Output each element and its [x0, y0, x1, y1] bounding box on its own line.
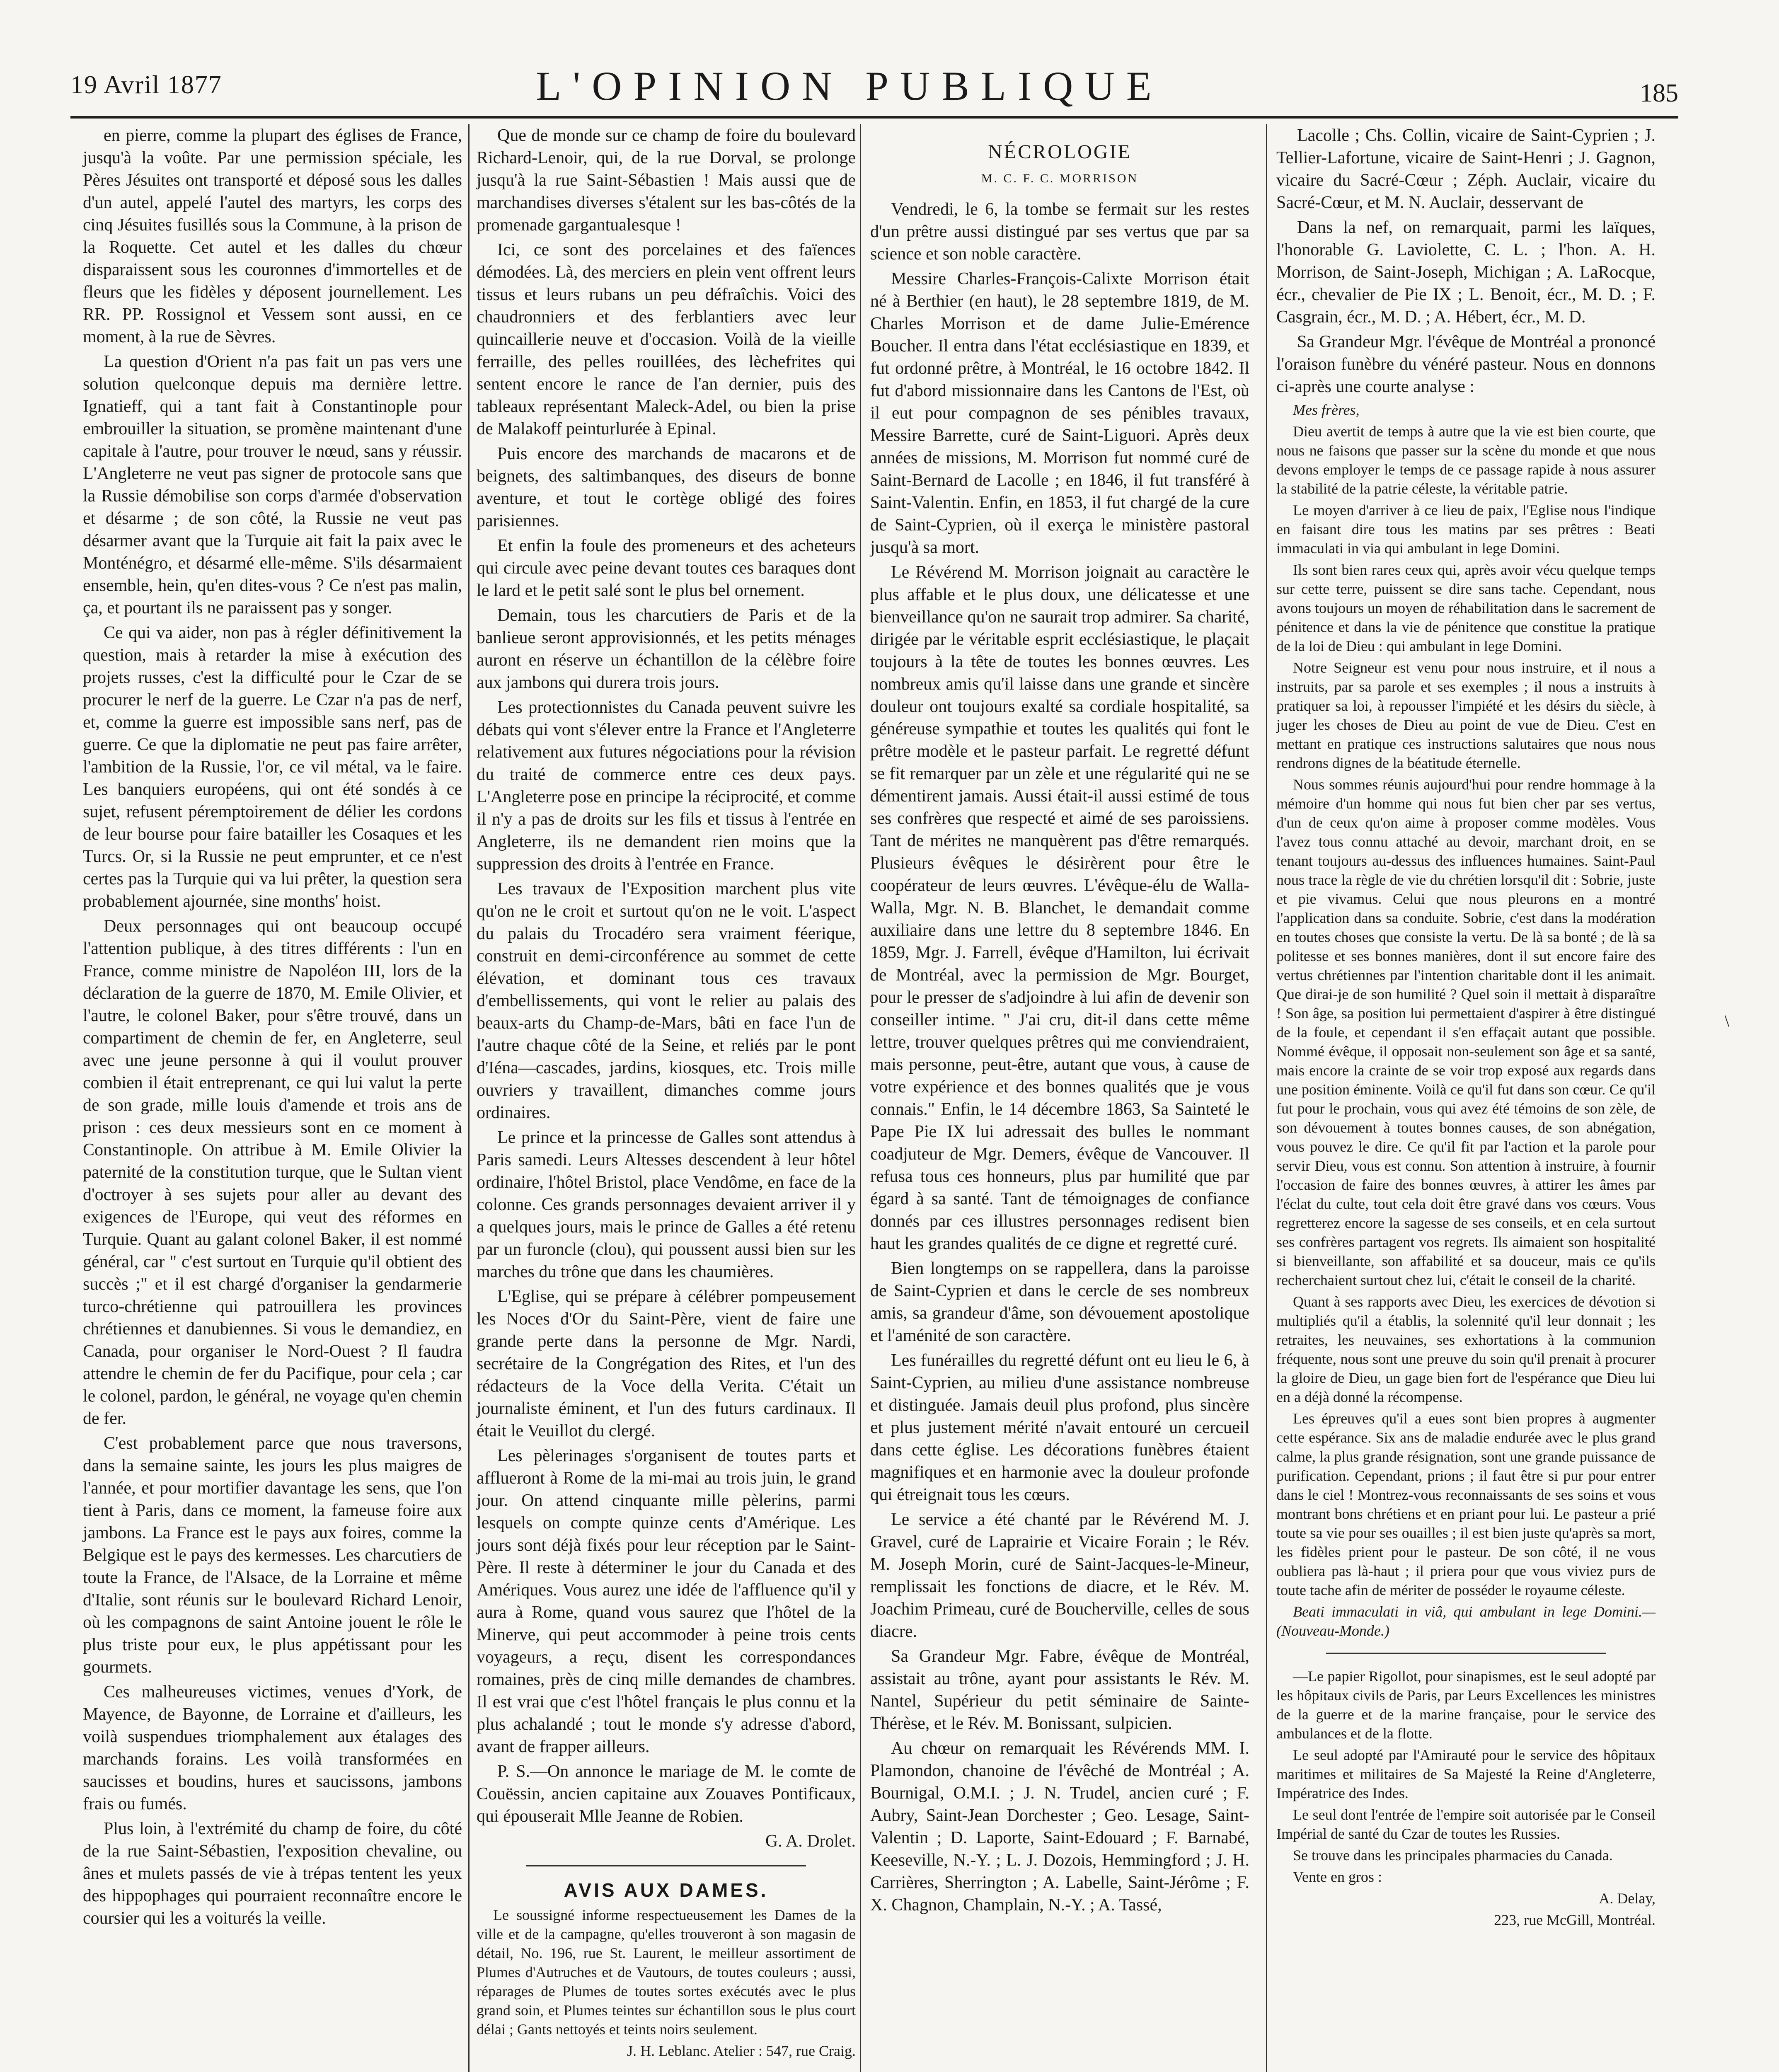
paragraph: Le moyen d'arriver à ce lieu de paix, l'Eglise nous l'indique en faisant dire tous les matins par ses prêtres : Beati immaculati in via qui ambulant in lege Domini. — [1276, 502, 1656, 557]
paragraph: Demain, tous les charcutiers de Paris et de la banlieue seront approvisionnés, et les petits ménages auront en réserve un échantillon de la célèbre foire aux jambons qui durera trois jours. — [477, 606, 856, 692]
paragraph: Puis encore des marchands de macarons et de beignets, des saltimbanques, des diseurs de bonne aventure, et tout le cortège obligé des foires parisiennes. — [477, 444, 856, 530]
paragraph: Deux personnages qui ont beaucoup occupé l'attention publique, à des titres différents : l'un en France, comme ministre de Napoléon III, lors de la déclaration de la guerre de 1870, M. Emile Olivier, et l'autre, le colonel Baker, pour s'être trouvé, dans un compartiment de chemin de fer, en Angleterre, seul avec une jeune personne à qui il voulut prouver combien il était entreprenant, ce qui lui valut la perte de son grade, mille louis d'amende et trois ans de prison : ces deux messieurs sont en ce moment à Constantinople. On attribue à M. Emile Olivier la paternité de la constitution turque, que le Sultan vient d'octroyer à ses sujets pour aller au devant des exigences de l'Europe, qui veut des réformes en Turquie. Quant au galant colonel Baker, il est nommé général, car " c'est surtout en Turquie qu'il obtient des succès ;" et il est chargé d'organiser la gendarmerie turco-chrétienne qui patrouillera les provinces chrétiennes et danubiennes. Si vous le demandiez, en Canada, pour organiser le Nord-Ouest ? Il faudra attendre le chemin de fer du Pacifique, pour cela ; car le colonel, pardon, le général, ne voyage qu'en chemin de fer. — [83, 917, 462, 1428]
ad-paragraph: Le seul dont l'entrée de l'empire soit autorisée par le Conseil Impérial de santé du Czar de toutes les Russies. — [1276, 1806, 1656, 1842]
paragraph: Les épreuves qu'il a eues sont bien propres à augmenter cette espérance. Six ans de maladie endurée avec le plus grand calme, la plus grande résignation, sont une grande puissance de purification. Cependant, prions ; il faut être si pur pour entrer dans le ciel ! Montrez-vous reconnaissants de ses soins et vous montrant bons chrétiens et en priant pour lui. Le pasteur a prié toute sa vie pour ses ouailles ; il est bien juste qu'après sa mort, les fidèles prient pour le pasteur. De son côté, il ne vous oubliera pas là-haut ; il priera pour que vous viviez purs de toute tache afin de mériter de posséder le royaume céleste. — [1276, 1410, 1656, 1598]
paragraph: La question d'Orient n'a pas fait un pas vers une solution quelconque depuis ma dernière lettre. Ignatieff, qui a tant fait à Constantinople pour embrouiller la situation, se promène maintenant d'une capitale à l'autre, pour trouver le nœud, sans y réussir. L'Angleterre ne veut pas signer de protocole sans que la Russie démobilise son corps d'armée d'observation et désarme ; de son côté, la Russie ne veut pas désarmer avant que la Turquie ait fait la paix avec le Monténégro, et désarmé elle-même. S'ils désarmaient ensemble, hein, qu'en dites-vous ? Ce n'est pas malin, ça, et pourtant ils ne paraissent pas y songer. — [83, 352, 462, 617]
salutation: Mes frères, — [1293, 402, 1360, 418]
paragraph: Quant à ses rapports avec Dieu, les exercices de dévotion si multipliés qu'il a établis, la solennité qu'il leur donnait ; les retraites, les neuvaines, ses exhortations à la communion fréquente, nous sont une preuve du soin qu'il prenait à procurer la gloire de Dieu, un gage bien fort de l'espérance que Dieu lui en a déjà donné la récompense. — [1276, 1293, 1656, 1405]
paragraph: Le Révérend M. Morrison joignait au caractère le plus affable et le plus doux, une délicatesse et une bienveillance qu'on ne saurait trop admirer. Sa charité, dirigée par le véritable esprit ecclésiastique, le plaçait toujours à la tête de toutes les bonnes œuvres. Les nombreux amis qu'il laisse dans une grande et sincère douleur ont toujours exalté sa cordiale hospitalité, sa généreuse sympathie et toutes les qualités qui font le prêtre modèle et le pasteur parfait. Le regretté défunt se fit remarquer par un zèle et une régularité qui ne se démentirent jamais. Aussi était-il aussi estimé de tous ses confrères que respecté et aimé de ses paroissiens. Tant de mérites ne manquèrent pas d'être remarqués. Plusieurs évêques le désirèrent pour être le coopérateur de leurs œuvres. L'évêque-élu de Walla-Walla, Mgr. N. B. Blanchet, le demandait comme auxiliaire dans une lettre du 8 septembre 1846. En 1859, Mgr. J. Farrell, évêque d'Hamilton, lui écrivait de Montréal, avec la permission de Mgr. Bourget, pour le presser de s'adjoindre à lui afin de devenir son conseiller intime. " J'ai cru, dit-il dans cette même lettre, trouver quelques prêtres qui me conviendraient, mais personne, peut-être, autant que vous, à cause de votre expérience et des bonnes qualités que je vous connais." Enfin, le 14 décembre 1863, Sa Sainteté le Pape Pie IX lui adressait des bulles le nommant coadjuteur de Mgr. Demers, évêque de Vancouver. Il refusa tous ces honneurs, plus par humilité que par égard à sa santé. Tant de témoignages de confiance donnés par ces illustres personnages redisent bien haut les grandes qualités de ce digne et regretté curé. — [870, 563, 1249, 1253]
paragraph: Sa Grandeur Mgr. l'évêque de Montréal a prononcé l'oraison funèbre du vénéré pasteur. Nous en donnons ci-après une courte analyse : — [1276, 332, 1656, 396]
paragraph: Les funérailles du regretté défunt ont eu lieu le 6, à Saint-Cyprien, au milieu d'une assistance nombreuse et distinguée. Jamais deuil plus profond, plus sincère et plus justement mérité n'avait entouré un cercueil dans cette église. Les décorations funèbres étaient magnifiques et en harmonie avec la douleur profonde qui étreignait tous les cœurs. — [870, 1351, 1249, 1504]
newspaper-title: L'OPINION PUBLIQUE — [536, 63, 1163, 109]
page-number: 185 — [1640, 79, 1678, 107]
paragraph: en pierre, comme la plupart des églises de France, jusqu'à la voûte. Par une permission spéciale, les Pères Jésuites ont transporté et déposé sous les dalles d'un autel, appelé l'autel des martyrs, les corps des cinq Jésuites fusillés sous la Commune, à la prison de la Roquette. Cet autel et les dalles du chœur disparaissent sous les couronnes d'immortelles et de fleurs que les fidèles y déposent journellement. Les RR. PP. Rossignol et Vessem sont aussi, en ce moment, à la rue de Sèvres. — [83, 126, 462, 346]
paragraph: Ce qui va aider, non pas à régler définitivement la question, mais à retarder la mise à exécution des projets russes, c'est la difficulté pour le Czar de se procurer le nerf de la guerre. Le Czar n'a pas de nerf, et, comme la guerre est impossible sans nerf, pas de guerre. Ce que la diplomatie ne peut pas faire arrêter, l'ambition de la Russie, l'or, ce vil métal, va le faire. Les banquiers européens, qui ont été sondés à ce sujet, refusent péremptoirement de délier les cordons de leur bourse pour faire batailler les Cosaques et les Turcs. Or, si la Russie ne peut emprunter, et ce n'est certes pas la Turquie qui va lui prêter, la question sera probablement ajournée, sine months' hoist. — [83, 623, 462, 911]
paragraph: Le prince et la princesse de Galles sont attendus à Paris samedi. Leurs Altesses descendent à leur hôtel ordinaire, l'hôtel Bristol, place Vendôme, en face de la colonne. Ces grands personnages devaient arriver il y a quelques jours, mais le prince de Galles a été retenu par un furoncle (clou), qui poussent aussi bien sur les marches du trône que dans les chaumières. — [477, 1128, 856, 1281]
paragraph: Le service a été chanté par le Révérend M. J. Gravel, curé de Laprairie et Vicaire Forain ; le Rév. M. Joseph Morin, curé de Saint-Jacques-le-Mineur, remplissait les fonctions de diacre, et le Rév. M. Joachim Primeau, curé de Boucherville, celles de sous diacre. — [870, 1510, 1249, 1641]
ad-address: 223, rue McGill, Montréal. — [1494, 1912, 1656, 1928]
paragraph: L'Eglise, qui se prépare à célébrer pompeusement les Noces d'Or du Saint-Père, vient de faire une grande perte dans la personne de Mgr. Nardi, secrétaire de la Congrégation des Rites, et l'un des rédacteurs de la Voce della Verita. C'était un journaliste éminent, et l'un des futurs cardinaux. Il était le Veuillot du clergé. — [477, 1287, 856, 1440]
ad-paragraph: Se trouve dans les principales pharmacies du Canada. — [1293, 1847, 1613, 1864]
ad-body: Le soussigné informe respectueusement les Dames de la ville et de la campagne, qu'elles trouveront à son magasin de détail, No. 196, rue St. Laurent, le meilleur assortiment de Plumes d'Autruches et de Vautours, de toutes couleurs ; aussi, réparages de Plumes de toutes sortes exécutés avec le plus grand soin, et Plumes teintes sur échantillon sous le plus court délai ; Gants nettoyés et teints noirs seulement. — [477, 1907, 856, 2038]
paragraph: Vendredi, le 6, la tombe se fermait sur les restes d'un prêtre aussi distingué par ses vertus que par sa science et son noble caractère. — [870, 200, 1249, 264]
paragraph: Que de monde sur ce champ de foire du boulevard Richard-Lenoir, qui, de la rue Dorval, se prolonge jusqu'à la rue Saint-Sébastien ! Mais aussi que de marchandises diverses s'étalent sur les bas-côtés de la promenade gargantualesque ! — [477, 126, 856, 235]
paragraph: Sa Grandeur Mgr. Fabre, évêque de Montréal, assistait au trône, ayant pour assistants le Rév. M. Nantel, Supérieur du petit séminaire de Sainte-Thérèse, et le Rév. M. Bonissant, sulpicien. — [870, 1647, 1249, 1733]
column-divider — [468, 124, 470, 2072]
masthead — [62, 62, 1678, 124]
paragraph: Ces malheureuses victimes, venues d'York, de Mayence, de Bayonne, de Lorraine et d'ailleurs, les voilà suspendues triomphalement aux étalages des marchands forains. Les voilà transformées en saucisses et boudins, hures et saucissons, jambons frais ou fumés. — [83, 1682, 462, 1813]
column-divider — [860, 124, 861, 2072]
ad-paragraph: —Le papier Rigollot, pour sinapismes, est le seul adopté par les hôpitaux civils de Paris, par Leurs Excellences les ministres de la guerre et de la marine française, pour le service des ambulances et de la flotte. — [1276, 1668, 1656, 1742]
paragraph: Plus loin, à l'extrémité du champ de foire, du côté de la rue Saint-Sébastien, l'exposition chevaline, ou ânes et mulets passés de vie à trépas tentent les yeux des hippophages qui pourraient reconnaître encore le coursier qui les a voiturés la veille. — [83, 1819, 462, 1928]
issue-date: 19 Avril 1877 — [70, 71, 222, 99]
paragraph: Dieu avertit de temps à autre que la vie est bien courte, que nous ne faisons que passer sur la scène du monde et que nous devons employer le temps de ce passage rapide à nous assurer la stabilité de la patrie céleste, la véritable patrie. — [1276, 423, 1656, 497]
column-divider — [1266, 124, 1267, 2072]
section-heading: NÉCROLOGIE — [988, 141, 1132, 163]
column-1 — [83, 124, 462, 1932]
paragraph: Nous sommes réunis aujourd'hui pour rendre hommage à la mémoire d'un homme qui nous fut bien cher par ses vertus, d'un de ceux qu'on aime à proposer comme modèles. Vous l'avez tous connu attaché au devoir, marchant droit, en se tenant toujours au-dessus des influences humaines. Saint-Paul nous trace la règle de vie du chrétien lorsqu'il dit : Sobrie, juste et pie vivamus. Celui que nous pleurons en a montré l'application dans sa conduite. Sobrie, c'est dans la modération en toutes choses que consiste la vertu. De là sa bonté ; de là sa politesse et ses bonnes manières, dont il sut encore faire des vertus chrétiennes par l'intention charitable dont il les animait. Que dirai-je de son humilité ? Quel soin il mettait à disparaître ! Son âge, sa position lui permettaient d'aspirer à être distingué de la foule, et cependant il s'en effaçait autant que possible. Nommé évêque, il opposait non-seulement son âge et sa santé, mais encore la crainte de se voir trop exposé aux regards dans une position éminente. Voilà ce qu'il fut dans son cœur. Ce qu'il fut pour le prochain, vous qui avez été témoins de son zèle, de son dévouement à toutes bonnes causes, de son abnégation, vous pouvez le dire. Ce qu'il fit par l'action et la parole pour servir Dieu, vous est connu. Son attention à instruire, à fournir l'occasion de faire des bonnes œuvres, à attirer les âmes par l'éclat du culte, tout cela doit être gravé dans vos cœurs. Vous regretterez encore la sagesse de ses conseils, et en cela surtout ses confrères partagent vos regrets. Ils aimaient son hospitalité si bienveillante, son affabilité et sa douceur, mais ce qu'ils recherchaient surtout chez lui, c'était le conseil de la charité. — [1276, 776, 1656, 1288]
paragraph: Messire Charles-François-Calixte Morrison était né à Berthier (en haut), le 28 septembre 1819, de M. Charles Morrison et de dame Julie-Emérence Boucher. Il entra dans l'état ecclésiastique en 1839, et fut ordonné prêtre, à Montréal, le 16 octobre 1842. Il fut d'abord missionnaire dans les Cantons de l'Est, où il eut pour compagnon de ses pénibles travaux, Messire Barrette, curé de Saint-Liguori. Après deux années de missions, M. Morrison fut nommé curé de Saint-Bernard de Lacolle ; en 1846, il fut transféré à Saint-Valentin. Enfin, en 1853, il fut chargé de la cure de Saint-Cyprien, où il exerça le ministère pastoral jusqu'à sa mort. — [870, 269, 1249, 557]
section-subheading: M. C. F. C. MORRISON — [981, 172, 1139, 185]
divider-rule — [1326, 1653, 1606, 1654]
ad-title: AVIS AUX DAMES. — [564, 1879, 769, 1901]
ad-signature: A. Delay, — [1599, 1890, 1656, 1907]
ad-paragraph: Le seul adopté par l'Amirauté pour le service des hôpitaux maritimes et militaires de Sa Majesté la Reine d'Angleterre, Impératrice des Indes. — [1276, 1747, 1656, 1801]
paragraph: Notre Seigneur est venu pour nous instruire, et il nous a instruits, par sa parole et ses exemples ; il nous a instruits à pratiquer sa loi, à repousser l'impiété et les désirs du siècle, à juger les choses de Dieu au point de vue de Dieu. C'est en mettant en pratique ces instructions salutaires que nous nous rendrons dignes de la béatitude éternelle. — [1276, 659, 1656, 771]
paragraph: Et enfin la foule des promeneurs et des acheteurs qui circule avec peine devant toutes ces baraques dont le lard et le petit salé sont le plus bel ornement. — [477, 536, 856, 600]
ad-signature: J. H. Leblanc. Atelier : 547, rue Craig. — [627, 2043, 856, 2059]
ad-vendor: Vente en gros : — [1293, 1869, 1382, 1885]
paragraph: Ici, ce sont des porcelaines et des faïences démodées. Là, des merciers en plein vent offrent leurs tissus et leurs rubans un peu défraîchis. Voici des chaudronniers et des ferblantiers avec leur quincaillerie neuve et d'occasion. Voilà de la vieille ferraille, des pelles rouillées, des lèchefrites qui sentent encore le rance de l'an dernier, puis des tableaux représentant Maleck-Adel, ou bien la prise de Malakoff peinturlurée à Epinal. — [477, 240, 856, 438]
divider-rule — [526, 1865, 806, 1866]
column-4 — [1276, 124, 1656, 1929]
paragraph: Dans la nef, on remarquait, parmi les laïques, l'honorable G. Laviolette, C. L. ; l'hon. A. H. Morrison, de Saint-Joseph, Michigan ; A. LaRocque, écr., chevalier de Pie IX ; L. Benoit, écr., M. D. ; F. Casgrain, écr., M. D. ; A. Hébert, écr., M. D. — [1276, 218, 1656, 327]
paragraph: Les pèlerinages s'organisent de toutes parts et afflueront à Rome de la mi-mai au trois juin, le grand jour. On attend cinquante mille pèlerins, parmi lesquels on compte quinze cents d'Amérique. Les jours sont déjà fixés pour leur réception par le Saint-Père. Il reste à déterminer le jour du Canada et des Amériques. Vous aurez une idée de l'affluence qu'il y aura à Rome, quand vous saurez que l'hôtel de la Minerve, qui peut accommoder à peine trois cents voyageurs, a reçu, disent les correspondances romaines, près de cinq mille demandes de chambres. Il est vrai que c'est l'hôtel français le plus connu et la plus achalandé ; tout le monde s'y adresse d'abord, avant de frapper ailleurs. — [477, 1446, 856, 1756]
paragraph: Les protectionnistes du Canada peuvent suivre les débats qui vont s'élever entre la France et l'Angleterre relativement aux futures négociations pour la révision du traité de commerce entre ces deux pays. L'Angleterre pose en principe la réciprocité, et comme il n'y a pas de droits sur les fils et tissus à l'entrée en Angleterre, ils ne demandent rien moins que la suppression des droits à l'entrée en France. — [477, 698, 856, 874]
paragraph: C'est probablement parce que nous traversons, dans la semaine sainte, les jours les plus maigres de l'année, et pour mortifier davantage les sens, que l'on tient à Paris, dans ce moment, la fameuse foire aux jambons. La France est le pays aux foires, comme la Belgique est le pays des kermesses. Les charcutiers de toute la France, de l'Alsace, de la Lorraine et même d'Italie, sont réunis sur le boulevard Richard Lenoir, où les compagnons de saint Antoine jouent le rôle le plus triste pour eux, le plus appétissant pour les gourmets. — [83, 1434, 462, 1677]
paragraph: Ils sont bien rares ceux qui, après avoir vécu quelque temps sur cette terre, puissent se dire sans tache. Cependant, nous avons toujours un moyen de réhabilitation dans le sacrement de pénitence et dans la vie de pénitence que constitue la pratique de la loi de Dieu : qui ambulant in lege Domini. — [1276, 562, 1656, 654]
paragraph: Lacolle ; Chs. Collin, vicaire de Saint-Cyprien ; J. Tellier-Lafortune, vicaire de Saint-Henri ; J. Gagnon, vicaire du Sacré-Cœur ; Zéph. Auclair, vicaire du Sacré-Cœur, et M. N. Auclair, desservant de — [1276, 126, 1656, 212]
column-2 — [477, 124, 856, 2060]
paragraph: Les travaux de l'Exposition marchent plus vite qu'on ne le croit et surtout qu'on ne le voit. L'aspect du palais du Trocadéro sera vraiment féerique, construit en demi-circonférence au sommet de cette élévation, et dominant tous ces travaux d'embellissements, qui vont le relier au palais des beaux-arts du Champ-de-Mars, bâti en face l'un de l'autre chaque côté de la Seine, et reliés par le pont d'Iéna—cascades, jardins, kiosques, etc. Trois mille ouvriers y travaillent, dimanches comme jours ordinaires. — [477, 879, 856, 1122]
masthead-rule — [70, 116, 1678, 119]
paragraph: Au chœur on remarquait les Révérends MM. I. Plamondon, chanoine de l'évêché de Montréal ; A. Bournigal, O.M.I. ; J. N. Trudel, ancien curé ; F. Aubry, Saint-Jean Dorchester ; Geo. Lesage, Saint-Valentin ; D. Laporte, Saint-Edouard ; F. Barnabé, Keeseville, N.-Y. ; L. J. Dozois, Hemmingford ; J. H. Carrières, Sherrington ; A. Labelle, Saint-Jérôme ; F. X. Chagnon, Champlain, N.-Y. ; A. Tassé, — [870, 1739, 1249, 1915]
closing-line: Beati immaculati in viâ, qui ambulant in lege Domini.—(Nouveau-Monde.) — [1276, 1603, 1656, 1639]
paragraph: Bien longtemps on se rappellera, dans la paroisse de Saint-Cyprien et dans le cercle de ses nombreux amis, sa grandeur d'âme, son dévouement apostolique et l'aménité de son caractère. — [870, 1259, 1249, 1345]
paragraph: P. S.—On annonce le mariage de M. le comte de Couëssin, ancien capitaine aux Zouaves Pontificaux, qui épouserait Mlle Jeanne de Robien. — [477, 1762, 856, 1826]
stray-mark: \ — [1724, 1012, 1729, 1030]
correspondent-signature: G. A. Drolet. — [765, 1832, 856, 1851]
column-3 — [870, 124, 1249, 1919]
